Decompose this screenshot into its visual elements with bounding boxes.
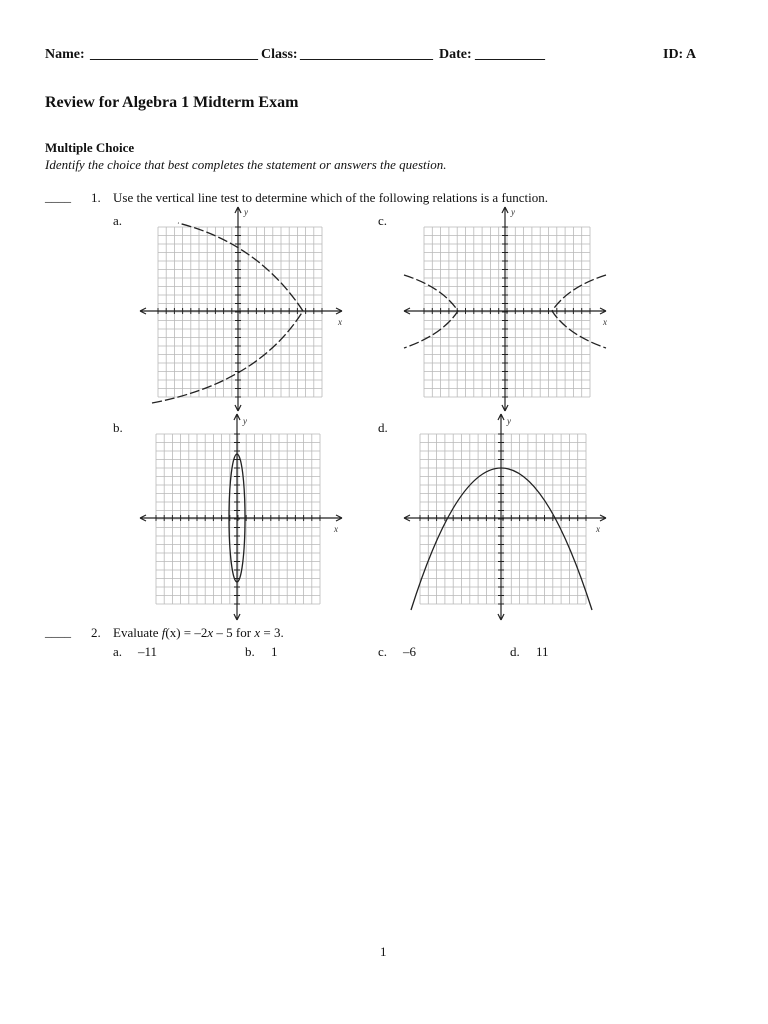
id-label: ID: A — [663, 47, 697, 62]
graph-choice-b — [138, 412, 348, 624]
choice-value-q2-d: 11 — [536, 644, 549, 659]
choice-letter-q1-c: c. — [378, 213, 388, 228]
graph-b-x-label: x — [334, 524, 338, 534]
section-heading: Multiple Choice — [45, 140, 135, 155]
question-text-q2 — [113, 625, 284, 641]
page-number: 1 — [380, 944, 387, 959]
section-instruction: Identify the choice that best completes the statement or answers the question. — [45, 157, 447, 172]
choice-value-q2-c: –6 — [403, 644, 416, 659]
graph-choice-a — [138, 205, 348, 415]
graph-d-svg — [402, 412, 612, 624]
question-number-q1: 1. — [91, 190, 101, 205]
q2-text-end: = 3. — [260, 625, 284, 640]
date-label: Date: — [439, 47, 472, 62]
graph-d-grid — [404, 414, 606, 620]
answer-blank-q2[interactable]: ____ — [45, 624, 71, 639]
q2-var2: x — [254, 625, 261, 640]
graph-d-y-label: y — [507, 416, 511, 426]
graph-b-svg — [138, 412, 348, 624]
graph-c-y-label: y — [511, 207, 515, 217]
graph-a-grid — [140, 207, 342, 411]
graph-choice-c — [402, 205, 612, 415]
class-field[interactable]: ___________________ — [300, 47, 433, 62]
q2-var1: x — [207, 625, 214, 640]
choice-letter-q2-a: a. — [113, 644, 123, 659]
name-field[interactable]: ________________________ — [90, 47, 258, 62]
choice-letter-q2-b: b. — [245, 644, 255, 659]
graph-a-svg — [138, 205, 348, 415]
graph-c-x-label: x — [603, 317, 607, 327]
date-field[interactable]: __________ — [475, 47, 545, 62]
q2-func-name: f — [161, 625, 166, 640]
choice-letter-q1-a: a. — [113, 213, 123, 228]
class-label: Class: — [261, 47, 298, 62]
answer-blank-q1[interactable]: ____ — [45, 189, 71, 204]
q2-text-prefix: Evaluate — [113, 625, 162, 640]
choice-value-q2-b: 1 — [271, 644, 278, 659]
name-label: Name: — [45, 47, 85, 62]
choice-letter-q1-d: d. — [378, 420, 388, 435]
graph-choice-d — [402, 412, 612, 624]
graph-c-grid — [404, 207, 606, 411]
choice-letter-q2-c: c. — [378, 644, 388, 659]
q2-text-mid2: – 5 for — [213, 625, 255, 640]
choice-letter-q1-b: b. — [113, 420, 123, 435]
choice-value-q2-a: –11 — [138, 644, 158, 659]
graph-d-x-label: x — [596, 524, 600, 534]
q2-text-mid: = –2 — [180, 625, 208, 640]
graph-c-svg — [402, 205, 612, 415]
graph-a-x-label: x — [338, 317, 342, 327]
choice-letter-q2-d: d. — [510, 644, 520, 659]
question-number-q2: 2. — [91, 625, 101, 640]
graph-b-grid — [140, 414, 342, 620]
q2-func-arg: (x) — [165, 625, 181, 640]
question-text-q1: Use the vertical line test to determine which of the following relations is a function. — [113, 190, 549, 205]
page-title: Review for Algebra 1 Midterm Exam — [45, 94, 299, 111]
graph-a-y-label: y — [244, 207, 248, 217]
graph-b-y-label: y — [243, 416, 247, 426]
